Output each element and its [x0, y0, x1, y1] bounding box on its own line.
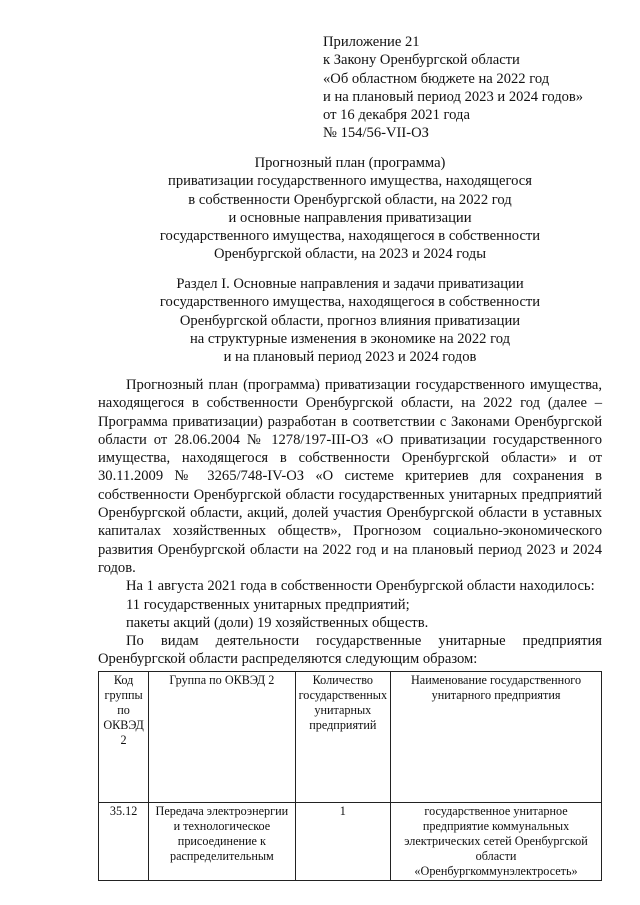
list-item-shares: пакеты акций (доли) 19 хозяйственных обществ.: [126, 614, 429, 631]
cell-code: 35.12: [99, 803, 149, 881]
header-name: Наименование государственного унитарного предприятия: [391, 672, 602, 803]
header-count: Количество государственных унитарных предприятий: [295, 672, 391, 803]
appendix-header: [323, 33, 583, 143]
cell-group: Передача электроэнергии и технологическое присоединение к распределительным: [149, 803, 295, 881]
appendix-line: № 154/56-VII-ОЗ: [323, 125, 429, 142]
appendix-line: и на плановый период 2023 и 2024 годов»: [323, 88, 584, 105]
appendix-line: от 16 декабря 2021 года: [323, 107, 470, 124]
appendix-line: Приложение 21: [323, 34, 420, 50]
table-row: [99, 803, 602, 881]
header-code: Код группы по ОКВЭД 2: [99, 672, 149, 803]
okved-table: [98, 671, 602, 881]
paragraph-ownership-date: На 1 августа 2021 года в собственности Оренбургской области находилось:: [126, 578, 595, 595]
main-title: [90, 154, 610, 264]
appendix-line: к Закону Оренбургской области: [323, 52, 520, 69]
appendix-line: «Об областном бюджете на 2022 год: [323, 70, 550, 87]
section-title-line: Раздел I. Основные направления и задачи приватизации: [176, 276, 524, 292]
section-title: [90, 275, 610, 366]
section-title-line: и на плановый период 2023 и 2024 годов: [223, 349, 477, 366]
paragraph-legal-basis: Прогнозный план (программа) приватизации государственного имущества, находящегося в собственности Оренбургской области, на 2022 год (далее – Программа приватизации) разработан в соответствии с Законами Оренбургской области от 28.06.2004 № 1278/197-III-ОЗ «О приватизации государственного имущества, находящегося в собственности Оренбургской области» и от 30.11.2009 № 3265/748-IV-ОЗ «О системе критериев для сохранения в собственности Оренбургской области государственных унитарных предприятий Оренбургской области, акций, долей участия Оренбургской области в уставных капиталах хозяйственных обществ», Прогнозом социально-экономического развития Оренбургской области на 2022 год и на плановый период 2023 и 2024 годов.: [98, 377, 602, 576]
list-item-enterprises: 11 государственных унитарных предприятий;: [126, 596, 410, 613]
page-bottom-margin: [0, 888, 640, 905]
section-title-line: Оренбургской области, прогноз влияния приватизации: [179, 312, 521, 329]
main-title-line: в собственности Оренбургской области, на 2022 год: [188, 191, 512, 208]
section-title-line: на структурные изменения в экономике на 2022 год: [189, 330, 510, 347]
paragraph-distribution: По видам деятельности государственные унитарные предприятия Оренбургской области распределяются следующим образом:: [98, 633, 602, 668]
cell-name: государственное унитарное предприятие коммунальных электрических сетей Оренбургской области «Оренбургкоммунэлектросеть»: [391, 803, 602, 881]
body-text: [98, 376, 602, 669]
table-header-row: [99, 672, 602, 803]
section-title-line: государственного имущества, находящегося в собственности: [159, 294, 541, 311]
main-title-line: и основные направления приватизации: [228, 209, 472, 226]
main-title-line: Оренбургской области, на 2023 и 2024 годы: [213, 246, 487, 263]
cell-count: 1: [295, 803, 391, 881]
main-title-line: государственного имущества, находящегося в собственности: [159, 228, 541, 245]
main-title-line: Прогнозный план (программа): [254, 155, 446, 171]
header-group: Группа по ОКВЭД 2: [149, 672, 295, 803]
main-title-line: приватизации государственного имущества, находящегося: [168, 173, 532, 190]
